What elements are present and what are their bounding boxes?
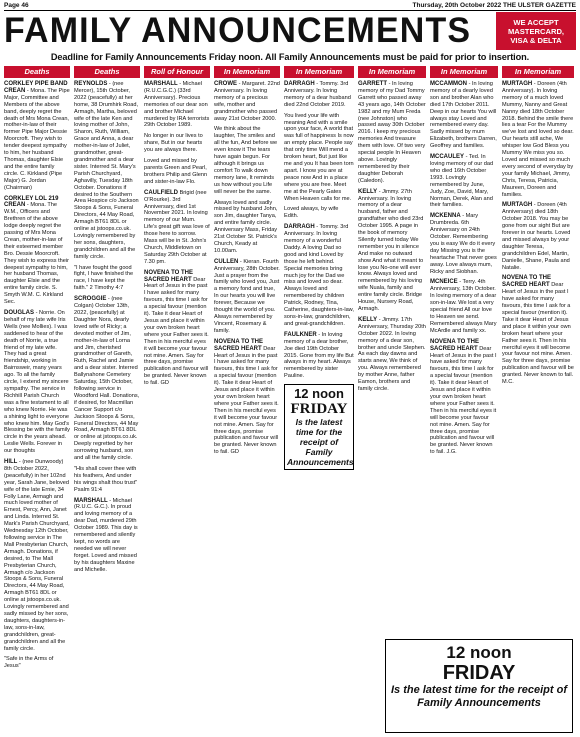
notice-body: "Safe in the Arms of Jesus" (4, 656, 54, 670)
notice (144, 270, 210, 387)
notice (4, 459, 70, 652)
notice (430, 339, 498, 456)
notice-name: CAULFIELD (144, 189, 178, 196)
notice-body: - In loving memory of my Dad Tommy Garrett who passed away 43 years ago, 14th October 1982 and my Mum Freda (nee Johnston) who passed away 30th October 2016. I keep my precious memories And treasure them with love. Of two very special people In Heaven above. Lovingly remembered by their daughter Deborah (Caledon). (358, 81, 426, 184)
deadline-notice: Deadline for Family Announcements Friday noon. All Family Announcements must be paid for prior to insertion. (50, 52, 530, 62)
notice-name: DOUGLAS (4, 310, 34, 316)
cards-badge (496, 12, 576, 50)
notice (4, 310, 70, 455)
notice (4, 81, 70, 192)
deadline-box-large (385, 639, 573, 733)
notice-body: - Jimmy. 17th Anniversary, Thursday 20th October 2022. In loving memory of a dear son, brother and uncle Stephen. As each day dawns and starts anew, We think of you. Always remembered by mother Anne, father Eamon, brothers and family circle. (358, 316, 426, 392)
columns (4, 66, 578, 734)
deadline-box-day: FRIDAY (442, 662, 516, 684)
notice-name: CORKLEY LOL 219 CREAN (4, 195, 59, 209)
notice-body: - Mona. The Pipe Major, Committee and Members of the above band, deeply regret the death of Mrs Mona Crean, mother-in-law of their former Pipe Major Dessie Moorcroft. They wish to tender deepest sympathy to him, her husband Thomas, daughter Elsie and the entire family circle. C. Kirkland (Pipe Major) G. Jordan (Chairman) (4, 87, 70, 191)
page-title: FAMILY ANNOUNCEMENTS (4, 11, 472, 50)
notice (74, 265, 140, 293)
notice (284, 206, 354, 220)
masthead (4, 12, 576, 50)
cards-line-3: VISA & DELTA (510, 35, 562, 45)
notice (430, 81, 498, 150)
notice (430, 213, 498, 275)
page-header (4, 2, 576, 11)
column-memoriam-2 (284, 66, 354, 734)
notice-name: NOVENA TO THE SACRED HEART (214, 338, 264, 352)
notice-body: - In loving memory of a dearly loved son and brother Alan who died 17th October 2011. Deep in our hearts You will always stay Loved and remembered every day. Sadly missed by mum Elizabeth, brothers Darren, Geoffrey and families. (430, 81, 497, 150)
notice-body: Dear Heart of Jesus in the past I have asked for many favours, this time I ask for a special favour (mention it). Take it dear Heart of Jesus and place it within your own broken heart where your Father sees it. Then in his merciful eyes it will become your favour not mine. Amen. Say for three days, promise publication and favour will be granted. Never known to fail. GD (144, 276, 209, 387)
issue-date: Thursday, 20th October 2022 THE ULSTER GAZETTE (412, 2, 576, 9)
column-memoriam-4 (430, 66, 498, 734)
notice (214, 339, 280, 456)
notice (74, 498, 140, 574)
notice-name: REYNOLDS (74, 81, 108, 87)
notice-body: - Tommy. 3rd Anniversary. In loving memory of a wonderful Daddy. A loving Dad so good and kind Loved by those he left behind. Special memories bring much joy for the Dad we miss and loved so dear. Always loved and remembered by children Patrick, Rodney, Tina, Catherine, daughters-in-law, sons-in-law, grandchildren, and great-grandchildren. (284, 224, 354, 327)
notice-body: Dear Heart of Jesus in the past I have asked for many favours, this time I ask for a special favour (mention it). Take it dear Heart of Jesus and place it within your own broken heart where your Father sees it. Then in his merciful eyes it will become your favour not mine. Amen. Say for three days, promise publication and favour will be granted. Never known to fail. GD (214, 345, 279, 456)
notice-name: NOVENA TO THE SACRED HEART (144, 269, 194, 283)
section-header-memoriam: In Memoriam (358, 66, 426, 78)
notice (144, 190, 210, 266)
notice-name: CROWE (214, 81, 237, 87)
notice-name: MARSHALL (144, 81, 178, 87)
notice-name: MARSHALL (74, 497, 108, 504)
notice-body: - Doreen (4th Anniversary) died 18th October 2018. You may be gone from our sight But are forever in our hearts. Loved and missed always by your daughter Teresa, grandchildren Edel, Martin, Danielle, Shane, Paula and Natalie. (502, 202, 571, 271)
deadline-box-time: 12 noon (446, 643, 512, 662)
notice-body: - In loving memory of a dear brother, Joe died 19th October 2015. Gone from my life But always in my heart. Always remembered by sister Pauline. (284, 331, 354, 380)
notice (74, 466, 140, 494)
notice-body: - Michael (R.U.C.G.C.) (33rd Anniversary). Precious memories of our dear son and brother Michael murdered by IRA terrorists 29th October 1989. (144, 81, 210, 129)
notice-name: NOVENA TO THE SACRED HEART (430, 338, 480, 352)
notice-body: - Margaret. 22nd Anniversary. In loving memory of a precious wife, mother and grandmother who passed away 21st October 2000. (214, 81, 280, 122)
notice-name: KELLY (358, 316, 378, 323)
notice (284, 113, 354, 203)
notice (214, 81, 280, 122)
notice-body: Loved and missed by parents Green and Pearl, brothers Philip and Glenn and sister-in-law Flo. (144, 158, 208, 185)
notice-body: - (nee Colgan) October 13th, 2022, (peacefully) at Daughter Nora, dearly loved wife of Ricky; a devoted mother of Jim, mother-in-law of Lorna and Jim, cherished grandmother of Gareth, Ruth, Rachel and Jamie and a dear sister. Interred Ballynahone Cemetery Saturday, 15th October, following service in Woodford Hall. Donations, if desired, for Macmillan Cancer Support c/o Jackson Stoops & Sons, Funeral Directors, 44 May Road, Armagh BT61 8DL or online at jstoops.co.uk. Deeply regretted by her sorrowing husband, son and all the family circle. (74, 296, 140, 462)
notice-name: KELLY (358, 188, 378, 195)
notice-name: CORKLEY PIPE BAND CREAN (4, 81, 68, 94)
column-memoriam-3 (358, 66, 426, 734)
notice (284, 81, 354, 109)
section-header-memoriam: In Memoriam (214, 66, 280, 78)
notice (284, 224, 354, 328)
notice (358, 81, 426, 185)
column-deaths-2 (74, 66, 140, 734)
notice-body: - Norrie. On behalf of my late wife Iris Wells (nee Mollies). I was saddened to hear of the death of Norrie, a true friend of my late wife. They had a great friendship, working in Bairnsweir, many years ago. To all the family circle, I extend my sincere sympathy. The service in Richhill Parish Church was a fine testament to all who knew Norrie. He was a shining light to everyone who knew him. May God's Blessing be with the family circle in the years ahead. Leslie Wells. Forever in our thoughts (4, 310, 70, 455)
deadline-box-line: FRIDAY (290, 401, 348, 418)
notice-name: NOVENA TO THE SACRED HEART (502, 275, 552, 289)
notice-body: You lived your life with meaning And with a smile upon your face, A world that was full of happiness Is now an empty place. People say that only time Will mend a broken heart, But just like me and you It has been torn apart. I know you are at peace now And in a place where you are free. Meet me at the Pearly Gates When Heaven calls for me. (284, 112, 354, 202)
notice-body: Brigid (nee O'Rourke). 3rd Anniversary, died 1st November 2021. In loving memory of our Mum. Life's great gift was love of those here to sorrow. Mass will be in St. John's Church, Middletown on Saturday 29th October at 7.30 pm. (144, 189, 210, 265)
notice-body: We think about the laughter, The smiles and all the fun, And before we even know it The tears have again begun. For although it brings us comfort To walk down memory lane, It reminds us how without you Life will never be the same. (214, 126, 278, 195)
notice-name: MCCAMMON (430, 81, 467, 87)
notice (4, 656, 70, 670)
section-header-deaths: Deaths (74, 66, 140, 78)
notice (358, 189, 426, 313)
notice-name: DARRAGH (284, 224, 315, 231)
notice-body: Loved always, by wife Edith. (284, 206, 339, 220)
column-memoriam-1 (214, 66, 280, 734)
notice-body: "I have fought the good fight, I have finished the race, I have kept the faith." 2 Timothy 4:7 (74, 264, 134, 292)
notice-body: No longer in our lives to share, But in our hearts you are always there. (144, 133, 203, 154)
section-header-roll: Roll of Honour (144, 66, 210, 78)
notice-name: MCKENNA (430, 213, 461, 220)
notice-body: Always loved and sadly missed by husband John, son Jim, daughter Tanya, and entire family circle. Anniversary Mass, Friday 21st October St. Patrick's Church, Keady at 10.00am. (214, 199, 278, 254)
page-number: Page 46 (4, 2, 29, 9)
notice-name: SCROGGIE (74, 296, 107, 303)
notice-body: Dear Heart of Jesus in the past I have asked for many favours, this time I ask for a special favour (mention it). Take it dear Heart of Jesus and place it within your own broken heart where your Father sees it. Then in his merciful eyes it will become your favour not mine. Amen. Say for three days, promise publication and favour will be granted. Never known to fail. M.C. (502, 282, 574, 386)
notice-name: MCNEICE (430, 279, 458, 286)
notice (214, 126, 280, 195)
section-header-deaths: Deaths (4, 66, 70, 78)
notice (430, 154, 498, 209)
column-deaths-1 (4, 66, 70, 734)
notice-body: Dear Heart of Jesus in the past I have asked for many favours, this time I ask for a special favour (mention it). Take it dear Heart of Jesus and place it within your own broken heart where your Father sees it. Then in his merciful eyes it will become your favour not mine. Amen. Say for three days, promise publication and favour will be granted. Never known to fail. J.G. (430, 345, 497, 456)
notice-body: - Doreen (4th Anniversary). In loving memory of a much loved Mummy, Nanny and Great Nanny died 18th October 2018. Behind the smile there lies a tear For the Mummy we've lost and loved so dear. Our hearts still ache, We whisper low God Bless you Mummy We miss you so. Loved and missed so much every second of everyday by your family Michael, Jimmy, Chris, Teresa, Patricia, Maureen, Doreen and families. (502, 81, 574, 198)
cards-line-1: WE ACCEPT (513, 17, 559, 27)
notice (74, 296, 140, 462)
notice-body: - Kieran. Fourth Anniversary, 28th October. Just a prayer from the family who loved you, Just a memory fond and true, In our hearts you will live forever, Because we thought the world of you. Always remembered by Vincent, Rosemary & family. (214, 258, 280, 334)
deadline-box (284, 384, 354, 470)
notice-name: MURTAGH (502, 202, 533, 209)
notice-body: - Mary Drumbreda. 6th Anniversary on 24th October. Remembering you is easy We do it every day Missing you is the heartache That never goes away. Love always mum, Ricky and Siobhan. (430, 213, 497, 275)
notice-body: - Mona. The W.M., Officers and Brethren of the above lodge deeply regret the passing of Mrs Mona Crean, mother-in-law of their esteemed member Bro. Dessie Moorcroft. They wish to express their deepest sympathy to him, her husband Thomas, daughter Elsie and the entire family circle. S. Smyth W.M. C. Kirkland Sec. (4, 202, 69, 306)
notice-body: - (nee Mercer), 15th October, 2022 (peacefully) at her home, 38 Drumhirk Road, Armagh, Martha, beloved wife of the late Ken and loving mother of John, Sharon, Ruth, William, Grace and Anna, a dear mother-in-law of Juliet, grandmother, great-grandmother and a dear sister. Interred St. Mary's Parish Churchyard, Aghavilly, Tuesday 18th October. Donations if desired to the Southern Area Hospice c/o Jackson Stoops & Sons, Funeral Directors, 44 May Road, Armagh BT61 8DL or online at jstoops.co.uk. Lovingly remembered by her sons, daughters, grandchildren and all the family circle. (74, 81, 139, 260)
notice-body: - Jimmy. 27th Anniversary. In loving memory of a dear husband, father and grandfather who died 23rd October 1995. A page in the book of memory Silently turned today We remember you in silence And make no outward show And what it meant to lose you No-one will ever know. Always loved and remembered by his loving wife Nuala, family and entire family circle. Bridge House, Nursery Road, Armagh. (358, 188, 424, 312)
notice (358, 317, 426, 393)
column-memoriam-5 (502, 66, 574, 734)
section-header-memoriam: In Memoriam (430, 66, 498, 78)
notice-name: GARRETT (358, 81, 387, 87)
notice-body: "His shall cover thee with his feathers, And under his wings shalt thou trust" Psalm 91:4 (74, 465, 138, 493)
section-header-memoriam: In Memoriam (502, 66, 574, 78)
deadline-box-text: Is the latest time for the receipt of Family Announcements (390, 684, 568, 709)
notice (144, 133, 210, 154)
notice-name: HILL (4, 459, 18, 466)
notice (502, 202, 574, 271)
notice-body: - Ted. In loving memory of our dad who died 16th October 1993. Lovingly remembered by June, Judy, Zoe, David, Mary, Norman, Derek, Alan and their families. (430, 154, 494, 209)
deadline-box-line: 12 noon (294, 386, 344, 402)
notice (430, 279, 498, 334)
notice (74, 81, 140, 261)
notice-name: CULLEN (214, 258, 239, 265)
notice (502, 81, 574, 198)
notice-name: MCCAULEY (430, 154, 464, 161)
notice (4, 196, 70, 307)
notice (502, 275, 574, 386)
notice (144, 81, 210, 129)
cards-line-2: MASTERCARD, (507, 26, 565, 36)
notice-body: - Michael (R.U.C. G.C.). In proud and loving memory of a dear Dad, murdered 29th October 1989. This day is remembered and silently kept, no words are needed we will never forget. Loved and missed by his daughters Maxine and Michelle. (74, 497, 138, 573)
notice-body: - (nee Dunwoody) 8th October 2022, (peacefully) in her 102nd year, Sarah Jane, beloved wife of the late Ernie, 34 Folly Lane, Armagh and much loved mother of Ernest, Percy, Ann, Janet and Linda. Interred St. Mark's Parish Churchyard, Wednesday 12th October, following service in The Mall Presbyterian Church, Armagh. Donations, if desired, to The Mall Presbyterian Church, Armagh c/o Jackson Stoops & Sons, Funeral Directors, 44 May Road, Armagh BT61 8DL or online at jstoops.co.uk. Lovingly remembered and sadly missed by her sons, daughters, daughters-in-law, sons-in-law, grandchildren, great-grandchildren and all the family circle. (4, 459, 70, 652)
column-roll-of-honour (144, 66, 210, 734)
notice-body: - Tommy. 3rd Anniversary. In loving memory of a dear husband died 22nd October 2019. (284, 81, 351, 108)
notice-name: DARRAGH (284, 81, 315, 87)
notice-name: FAULKNER (284, 331, 317, 338)
notice (214, 259, 280, 335)
section-header-memoriam: In Memoriam (284, 66, 354, 78)
deadline-box-line: Is the latest time for the receipt of Family Announcements (287, 417, 354, 468)
notice (214, 200, 280, 255)
notice-name: MURTAGH (502, 81, 533, 87)
notice-body: - Terry. 4th Anniversary, 13th October. In loving memory of a dear son-in-law. We lost a very special friend All our love to Heaven we send. Remembered always Mary McArdle and family xx. (430, 279, 497, 334)
notice (144, 158, 210, 186)
notice (284, 332, 354, 380)
